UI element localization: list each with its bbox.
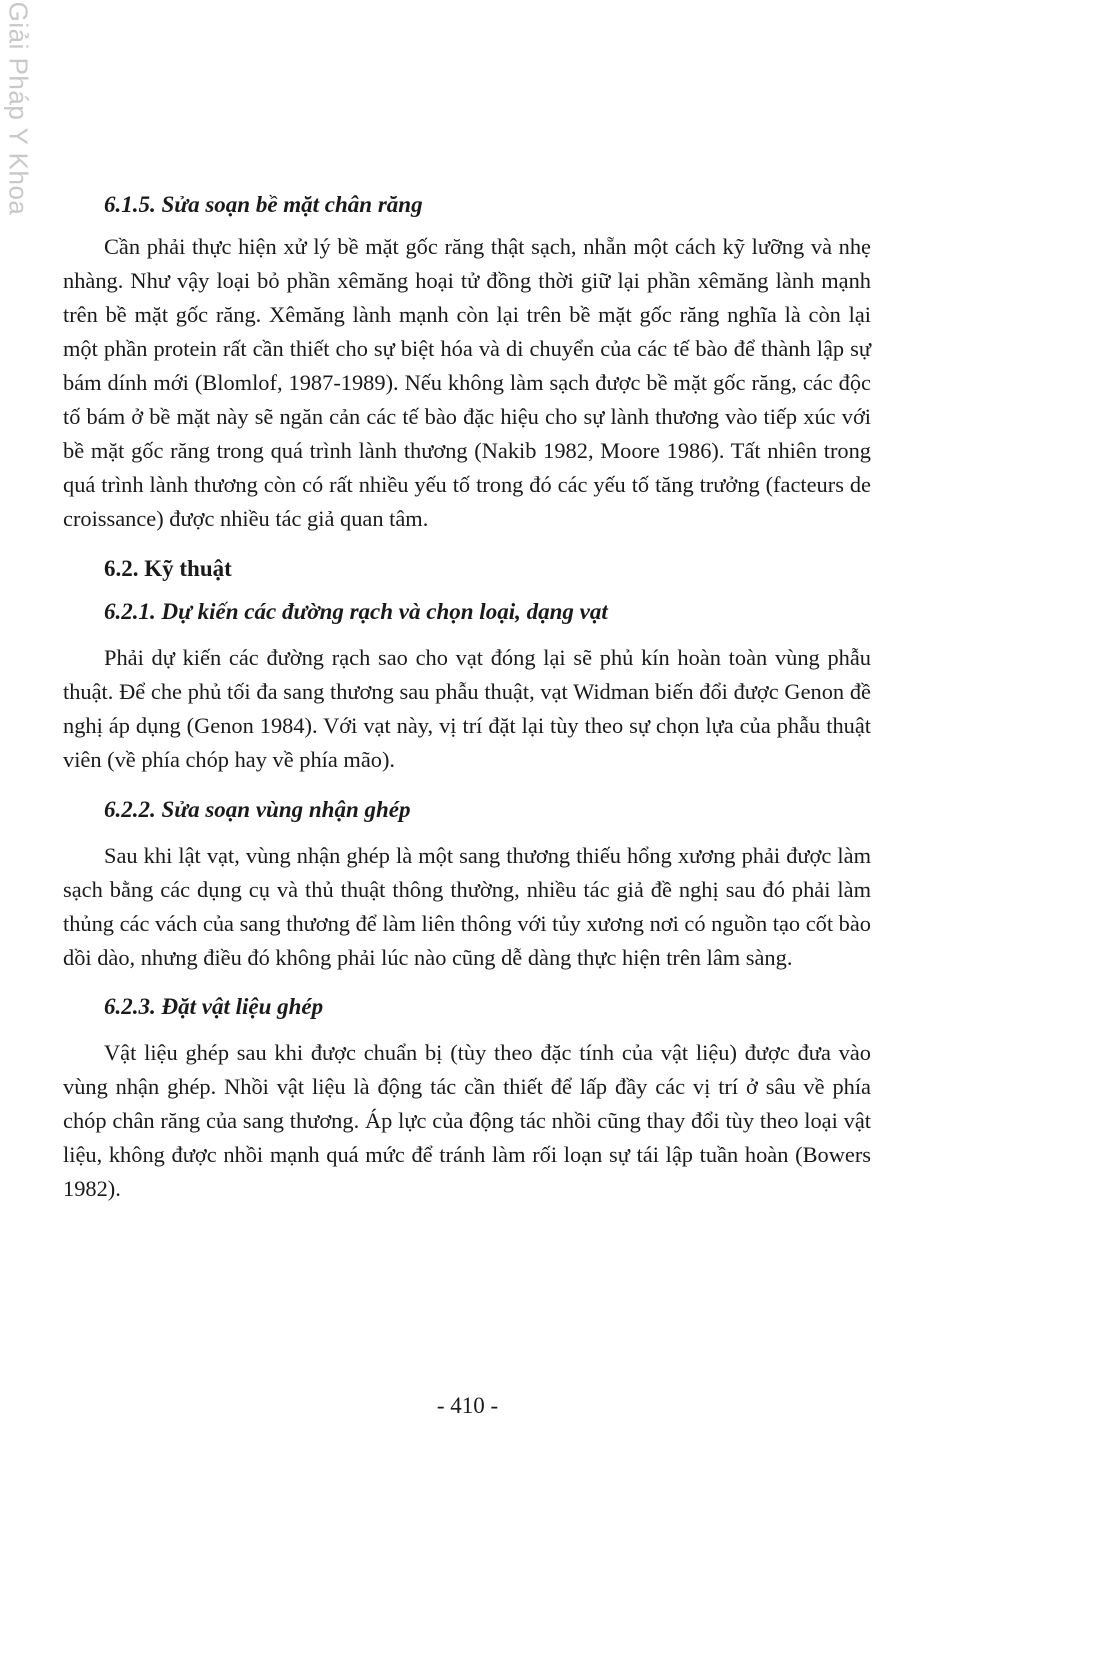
section-paragraph-6-2-2: Sau khi lật vạt, vùng nhận ghép là một sang thương thiếu hổng xương phải được làm sạch bằng các dụng cụ và thủ thuật thông thường, nhiều tác giả đề nghị sau đó phải làm thủng các vách của sang thương để làm liên thông với tủy xương nơi có nguồn tạo cốt bào dồi dào, nhưng điều đó không phải lúc nào cũng dễ dàng thực hiện trên lâm sàng. bbox=[63, 843, 871, 970]
section-heading-6-2-2: 6.2.2. Sửa soạn vùng nhận ghép bbox=[104, 797, 411, 822]
page-number: - 410 - bbox=[436, 1393, 499, 1418]
page-content bbox=[63, 190, 871, 1206]
section-heading-6-1-5: 6.1.5. Sửa soạn bề mặt chân răng bbox=[104, 192, 423, 217]
section-heading-6-2-3: 6.2.3. Đặt vật liệu ghép bbox=[104, 994, 324, 1019]
section-heading-6-2: 6.2. Kỹ thuật bbox=[104, 556, 232, 581]
watermark-text: Giải Pháp Y Khoa bbox=[3, 1, 34, 215]
watermark bbox=[2, 1, 34, 215]
section-paragraph-6-2-1: Phải dự kiến các đường rạch sao cho vạt đóng lại sẽ phủ kín hoàn toàn vùng phẫu thuật. Để che phủ tối đa sang thương sau phẫu thuật, vạt Widman biến đổi được Genon đề nghị áp dụng (Genon 1984). Với vạt này, vị trí đặt lại tùy theo sự chọn lựa của phẫu thuật viên (về phía chóp hay về phía mão). bbox=[63, 645, 871, 772]
section-paragraph-6-2-3: Vật liệu ghép sau khi được chuẩn bị (tùy theo đặc tính của vật liệu) được đưa vào vùng nhận ghép. Nhồi vật liệu là động tác cần thiết để lấp đầy các vị trí ở sâu về phía chóp chân răng của sang thương. Áp lực của động tác nhồi cũng thay đổi tùy theo loại vật liệu, không được nhồi mạnh quá mức để tránh làm rối loạn sự tái lập tuần hoàn (Bowers 1982). bbox=[63, 1040, 871, 1201]
section-heading-6-2-1: 6.2.1. Dự kiến các đường rạch và chọn loại, dạng vạt bbox=[104, 599, 608, 624]
section-paragraph-6-1-5: Cần phải thực hiện xử lý bề mặt gốc răng thật sạch, nhẵn một cách kỹ lưỡng và nhẹ nhàng. Như vậy loại bỏ phần xêmăng hoại tử đồng thời giữ lại phần xêmăng lành mạnh trên bề mặt gốc răng. Xêmăng lành mạnh còn lại trên bề mặt gốc răng nghĩa là còn lại một phần protein rất cần thiết cho sự biệt hóa và di chuyển của các tế bào để thành lập sự bám dính mới (Blomlof, 1987-1989). Nếu không làm sạch được bề mặt gốc răng, các độc tố bám ở bề mặt này sẽ ngăn cản các tế bào đặc hiệu cho sự lành thương vào tiếp xúc với bề mặt gốc răng trong quá trình lành thương (Nakib 1982, Moore 1986). Tất nhiên trong quá trình lành thương còn có rất nhiều yếu tố trong đó các yếu tố tăng trưởng (facteurs de croissance) được nhiều tác giả quan tâm. bbox=[63, 234, 871, 531]
